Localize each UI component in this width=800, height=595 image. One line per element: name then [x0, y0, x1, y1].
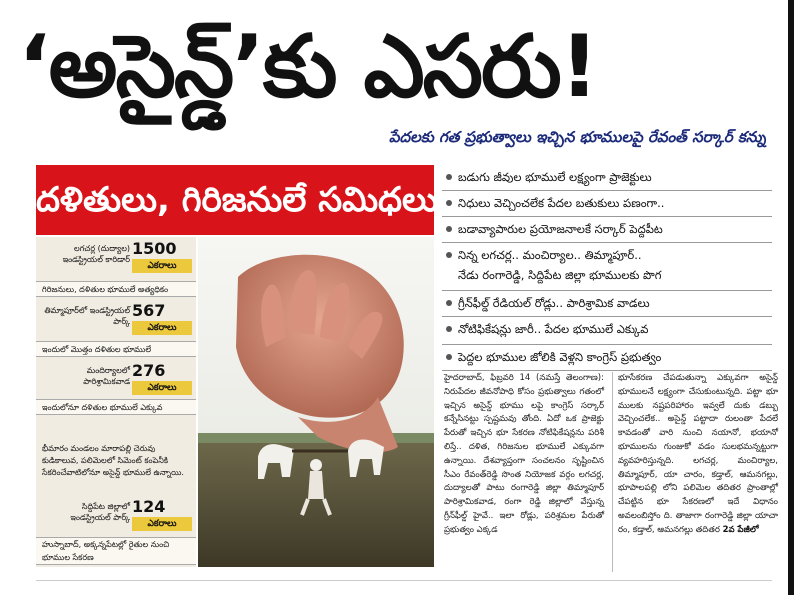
- hand-over-farmer-photo: [198, 237, 434, 567]
- divider: [442, 344, 772, 345]
- stat-unit: ఎకరాలు: [132, 517, 192, 531]
- bullet-item: గ్రీన్‌ఫీల్డ్ రేడియల్ రోడ్లు.. పారిశ్రామిక వాడలు: [442, 295, 772, 312]
- stat-label: లగచర్ల (దుద్యాల) ఇండస్ట్రియల్ కారిడార్: [62, 244, 130, 264]
- stat-value: 567: [132, 301, 166, 320]
- headline: ‘అసైన్డ్’కు ఎసరు!: [18, 17, 597, 117]
- divider: [442, 242, 772, 243]
- stat-block: [36, 359, 196, 421]
- stat-label: తిమ్మాపూర్‌లో ఇండస్ట్రియల్ పార్క్: [44, 306, 130, 326]
- bullet-dot-icon: [446, 226, 452, 232]
- bullet-item: పెద్దల భూముల జోలికి వెళ్లని కాంగ్రెస్ ప్రభుత్వం: [442, 349, 772, 366]
- stat-unit: ఎకరాలు: [132, 259, 192, 273]
- stat-caption: గిరిజనులు, దళితుల భూములే అత్యధికం: [36, 281, 196, 297]
- red-banner: దళితులు, గిరిజనులే సమిధలు: [36, 165, 434, 235]
- divider: [442, 290, 772, 291]
- stat-caption: ఇందులోనూ దళితుల భూములే ఎక్కువ: [36, 399, 196, 415]
- stat-block: [36, 299, 196, 359]
- stat-block: [36, 493, 196, 567]
- divider: [442, 370, 772, 371]
- divider: [442, 190, 772, 191]
- jump-to-page-link[interactable]: 2వ పేజీలో: [722, 524, 759, 535]
- bullet-dot-icon: [446, 300, 452, 306]
- stat-block: [36, 237, 196, 299]
- bullet-item-continued: నేడు రంగారెడ్డి, సిద్దిపేట జిల్లా భూములకు పొగ: [458, 268, 662, 282]
- stat-label: సిద్దిపేట జిల్లాలో ఇండస్ట్రియల్ పార్క్: [70, 502, 130, 522]
- bullet-dot-icon: [446, 174, 452, 180]
- article-body-right: భూసేకరణ చేపడుతున్నా ఎక్కువగా అసైన్డ్ భూములనే లక్ష్యంగా చేసుకుంటున్నది. పట్టా భూ ములకు నష్టపరిహారం ఇవ్వలే దుకు డబ్బు వెచ్చించలేక.. అసైన్డ్ పట్టాదా రులంతా పేదలే కావడంతో వారి నుంచి నయానో, భయానో భూములను గుంజుకో వడం సులభమన్నట్టుగా వ్యవహరిస్తున్నది. లగచర్ల, మంచిర్యాల, తిమ్మాపూర్, యా చారం, కడ్తాల్, ఆమనగల్లు, భూపాలపల్లి లోని పలిమెల తదితర ప్రాంతాల్లో చేపట్టిన భూ సేకరణలో ఇదే విధానం అవలంబిస్తోం ది. తాజాగా రంగారెడ్డి జిల్లా యాచా రం, కడ్తాల్, ఆమనగల్లు తదితర 2వ పేజీలో: [618, 373, 778, 535]
- stat-caption: హుస్నాబాద్, అక్కన్నపేటల్లో రైతుల నుంచి భూముల సేకరణ: [36, 537, 196, 565]
- bullet-item: బడావ్యాపారుల ప్రయోజనాలకే సర్కార్ పెద్దపీట: [442, 221, 772, 238]
- divider: [442, 316, 772, 317]
- bottom-rule: [36, 580, 772, 581]
- subhead: పేదలకు గత ప్రభుత్వాలు ఇచ్చిన భూములపై రేవంత్ సర్కార్ కన్ను: [388, 128, 766, 146]
- bullet-item: నోటిఫికేషన్లు జారీ.. పేదల భూములే ఎక్కువ: [442, 321, 772, 338]
- bullet-item: బడుగు జీవుల భూములే లక్ష్యంగా ప్రాజెక్టులు: [442, 169, 772, 186]
- column-divider: [612, 372, 613, 572]
- stat-unit: ఎకరాలు: [132, 321, 192, 335]
- bullet-dot-icon: [446, 354, 452, 360]
- stat-value: 1500: [132, 239, 177, 258]
- stats-panel: [36, 237, 196, 567]
- article-body-left: హైదరాబాద్, ఫిబ్రవరి 14 (నమస్తే తెలంగాణ): నిరుపేదల జీవనోపాధి కోసం ప్రభుత్వాలు గతంలో ఇచ్చిన అసైన్డ్ భూము లపై కాంగ్రెస్ సర్కార్ కన్నేసినట్టు స్పష్టమవు తోంది. ఏదో ఒక ప్రాజెక్టు పేరుతో ఇచ్చిన భూ సేకరణ నోటిఫికేషన్లను పరిశీ లిస్తే.. దళిత, గిరిజనుల భూములే ఎక్కువగా ఉన్నాయి. దేశవ్యాప్తంగా సంచలనం సృష్టించిన సీఎం రేవంత్‌రెడ్డి సొంత నియోజక వర్గం లగచర్ల, దుద్యాలతో పాటు రంగారెడ్డి జిల్లా తిమ్మాపూర్ పారిశ్రామికవాడ, రంగా రెడ్డి జిల్లాలో వేస్తున్న గ్రీన్‌ఫీల్డ్ హైవే.. ఇలా రోడ్లు, పరిశ్రమల పేరుతో ప్రభుత్వం ఎక్కడ: [444, 373, 604, 535]
- bullet-dot-icon: [446, 252, 452, 258]
- bullet-dot-icon: [446, 200, 452, 206]
- stat-unit: ఎకరాలు: [132, 381, 192, 395]
- divider: [442, 216, 772, 217]
- page-edge-bar: [788, 0, 794, 595]
- bullet-dot-icon: [446, 326, 452, 332]
- bullet-item: నిధులు వెచ్చించలేక పేదల బతుకులు పణంగా..: [442, 195, 772, 212]
- photo-illustration: [198, 237, 434, 567]
- stat-value: 124: [132, 497, 166, 516]
- stat-value: 276: [132, 361, 166, 380]
- stat-caption: ఇందులో మొత్తం దళితుల భూములే: [36, 341, 196, 357]
- stat-label: మందిర్యాలలో పారిశ్రామికవాడ: [83, 366, 130, 386]
- bullet-item: నిన్న లగచర్ల.. మంచిర్యాల.. తిమ్మాపూర్..: [442, 247, 772, 264]
- side-note: భీమారం మండలం మారాపల్లి చెరువు కుడికాలువ, పలిమెలలో సిమెంట్ కంపెనీకి సేకరించేవాటిలోనూ అసైన్డ్ భూములే ఉన్నాయి.: [42, 444, 184, 477]
